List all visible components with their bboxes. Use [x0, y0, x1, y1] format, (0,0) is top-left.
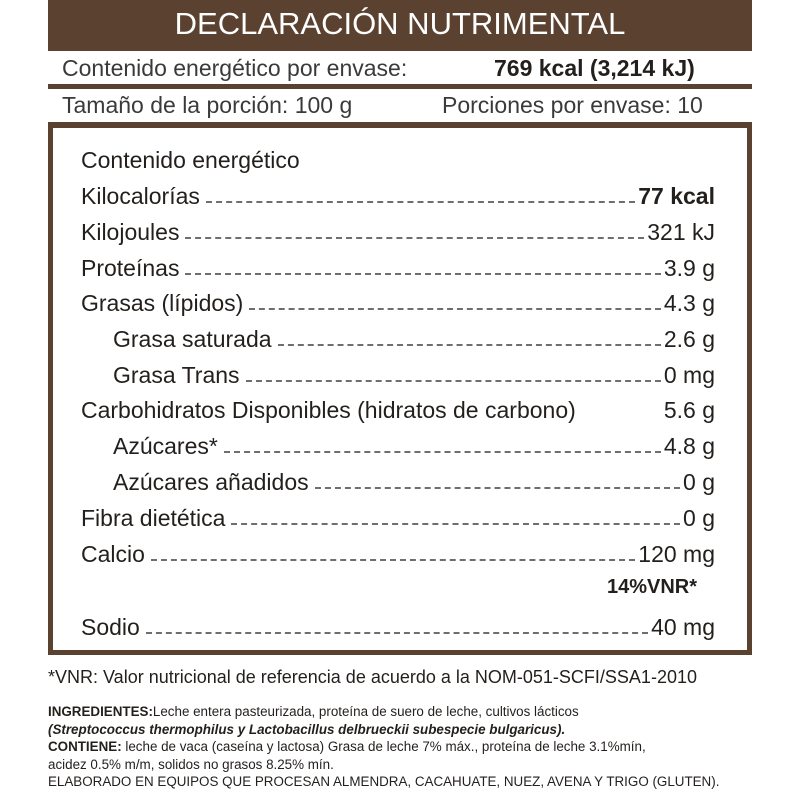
nutrient-row-grasas: [81, 283, 715, 317]
cultures-text: (Streptococcus thermophilus y Lactobacillus delbrueckii subespecie bulgaricus).: [48, 721, 566, 737]
nutrient-row-kilocalorias: [81, 176, 715, 210]
nutrition-panel: [48, 0, 752, 655]
leader-dots: [315, 487, 680, 489]
cultures-line: [48, 721, 758, 739]
contains-line: [48, 738, 758, 756]
nutrient-value: 4.3 g: [663, 290, 715, 316]
nutrient-value: 2.6 g: [663, 326, 715, 352]
nutrient-row-azucares: [113, 426, 715, 460]
portion-size-label: Tamaño de la porción: 100 g: [62, 92, 353, 118]
nutrient-value: 5.6 g: [663, 397, 715, 423]
nutrient-label: Azúcares*: [113, 433, 218, 459]
nutrient-label: Carbohidratos Disponibles (hidratos de carbono): [81, 397, 576, 423]
nutrient-value: 4.8 g: [663, 433, 715, 459]
nutrient-label: Sodio: [81, 614, 140, 640]
nutrient-label: Fibra dietética: [81, 505, 226, 531]
vnr-footnote: *VNR: Valor nutricional de referencia de acuerdo a la NOM-051-SCFI/SSA1-2010: [48, 667, 697, 687]
energy-per-package-row: [48, 51, 752, 84]
nutrient-row-azucares-anadidos: [113, 462, 715, 496]
ingredients-text: Leche entera pasteurizada, proteína de suero de leche, cultivos lácticos: [152, 704, 579, 719]
leader-spacer: [582, 415, 661, 417]
nutrient-row-fibra: [81, 498, 715, 532]
nutrient-label: Grasas (lípidos): [81, 290, 244, 316]
energy-per-package-label: Contenido energético por envase:: [62, 55, 408, 81]
leader-dots: [185, 273, 660, 275]
nutrient-row-calcio: [81, 534, 715, 568]
nutrient-row-grasa-trans: [113, 355, 715, 389]
ingredients-line: [48, 703, 758, 721]
nutrient-label: Azúcares añadidos: [113, 469, 309, 495]
nutrient-row-proteinas: [81, 248, 715, 282]
nutrient-label: Proteínas: [81, 255, 180, 281]
ingredients-block: [48, 703, 758, 791]
contains-label: CONTIENE:: [48, 739, 122, 754]
leader-dots: [151, 559, 635, 561]
nutrient-label: Kilojoules: [81, 219, 180, 245]
allergen-note: ELABORADO EN EQUIPOS QUE PROCESAN ALMENDRA, CACAHUATE, NUEZ, AVENA Y TRIGO (GLUTEN).: [48, 774, 720, 789]
nutrient-value: 321 kJ: [647, 219, 715, 245]
energy-per-package-value: 769 kcal (3,214 kJ): [494, 55, 695, 81]
nutrient-value: 120 mg: [638, 541, 715, 567]
leader-dots: [146, 632, 648, 634]
ingredients-label: INGREDIENTES:: [48, 704, 153, 719]
section-title-row: [81, 140, 715, 174]
contains-text: leche de vaca (caseína y lactosa) Grasa de leche 7% máx., proteína de leche 3.1%mín,: [121, 739, 646, 754]
leader-dots: [249, 308, 661, 310]
leader-dots: [224, 451, 661, 453]
nutrient-row-grasa-saturada: [113, 319, 715, 353]
label-title: DECLARACIÓN NUTRIMENTAL: [174, 6, 626, 41]
nutrient-row-sodio: [81, 607, 715, 641]
contains-line-2: acidez 0.5% m/m, solidos no grasos 8.25% mín.: [48, 756, 334, 772]
nutrient-row-kilojoules: [81, 212, 715, 246]
portion-row: [48, 89, 752, 122]
nutrient-label: Calcio: [81, 541, 145, 567]
nutrient-value: 77 kcal: [638, 183, 715, 209]
nutrient-value: 0 g: [683, 505, 715, 531]
nutrient-row-carbohidratos: [81, 390, 715, 424]
servings-per-package-label: Porciones por envase: 10: [442, 92, 703, 118]
leader-dots: [246, 380, 661, 382]
nutrient-label: Kilocalorías: [81, 183, 200, 209]
nutrient-value: 0 g: [683, 469, 715, 495]
leader-dots: [278, 344, 661, 346]
nutrient-value: 0 mg: [663, 362, 715, 388]
leader-dots: [206, 201, 635, 203]
nutrient-table: [53, 128, 747, 650]
calcio-vnr-percent: 14%VNR*: [606, 576, 697, 598]
nutrient-value: 40 mg: [651, 614, 715, 640]
nutrient-label: Grasa Trans: [113, 362, 240, 388]
energy-section-title: Contenido energético: [81, 147, 300, 173]
nutrient-value: 3.9 g: [663, 255, 715, 281]
nutrient-label: Grasa saturada: [113, 326, 272, 352]
leader-dots: [185, 237, 644, 239]
leader-dots: [231, 523, 680, 525]
